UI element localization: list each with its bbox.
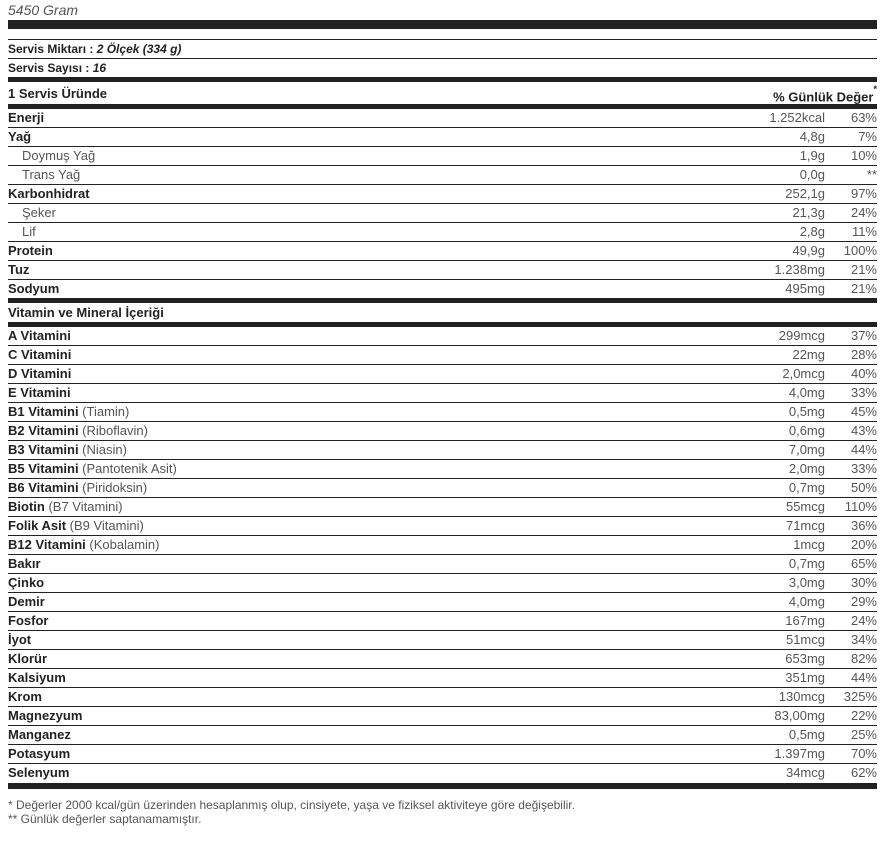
nutrient-name: Şeker	[22, 205, 56, 220]
footnote-undetermined: ** Günlük değerler saptanamamıştır.	[8, 812, 202, 826]
vitamin-row	[8, 479, 877, 498]
footnotes	[8, 798, 877, 826]
daily-value-percent: 28%	[850, 347, 877, 362]
nutrient-alt-name: (Piridoksin)	[78, 480, 148, 495]
nutrient-name: E Vitamini	[8, 385, 71, 400]
daily-value-percent: 45%	[850, 404, 877, 419]
daily-value-percent: 34%	[850, 632, 877, 647]
nutrient-name: Lif	[22, 224, 36, 239]
nutrient-row	[8, 242, 877, 261]
nutrient-alt-name: (B7 Vitamini)	[44, 499, 123, 514]
nutrient-amount: 51mcg	[785, 632, 825, 647]
nutrient-name: İyot	[8, 632, 32, 647]
vitamin-mineral-list	[8, 327, 877, 783]
daily-value-percent: **	[866, 167, 877, 182]
nutrient-name: Tuz	[8, 262, 30, 277]
nutrient-amount: 22mg	[792, 347, 825, 362]
nutrient-amount: 0,7mg	[788, 556, 825, 571]
daily-value-percent: 40%	[850, 366, 877, 381]
vitamin-row	[8, 422, 877, 441]
nutrient-amount: 4,0mg	[788, 594, 825, 609]
nutrient-name: B12 Vitamini (Kobalamin)	[8, 537, 160, 552]
nutrient-list	[8, 109, 877, 299]
vitamin-row	[8, 764, 877, 783]
daily-value-percent: 100%	[843, 243, 877, 258]
nutrient-name: D Vitamini	[8, 366, 72, 381]
servings-value: 16	[92, 61, 107, 75]
vitamin-row	[8, 593, 877, 612]
nutrient-name: Demir	[8, 594, 45, 609]
nutrient-name: Doymuş Yağ	[22, 148, 96, 163]
daily-value-percent: 20%	[850, 537, 877, 552]
daily-value-percent: 62%	[850, 765, 877, 780]
vitamin-row	[8, 403, 877, 422]
nutrient-row	[8, 109, 877, 128]
nutrient-amount: 4,8g	[799, 129, 825, 144]
nutrient-amount: 21,3g	[792, 205, 825, 220]
nutrient-amount: 0,5mg	[788, 727, 825, 742]
vitamin-row	[8, 460, 877, 479]
nutrient-alt-name: (Tiamin)	[78, 404, 130, 419]
nutrient-alt-name: (Niasin)	[78, 442, 127, 457]
nutrient-amount: 0,0g	[799, 167, 825, 182]
vitamin-row	[8, 612, 877, 631]
servings-per-container	[8, 59, 877, 77]
daily-value-heading: % Günlük Değer*	[773, 84, 877, 105]
divider-medium	[8, 77, 877, 82]
nutrition-facts-table	[8, 0, 877, 826]
daily-value-percent: 24%	[850, 205, 877, 220]
vitamin-row	[8, 650, 877, 669]
nutrient-name: Selenyum	[8, 765, 70, 780]
divider-thick	[8, 20, 877, 29]
nutrient-amount: 1.252kcal	[769, 110, 825, 125]
daily-value-percent: 21%	[850, 262, 877, 277]
nutrient-name: Enerji	[8, 110, 45, 125]
vitamin-row	[8, 574, 877, 593]
nutrient-amount: 55mcg	[785, 499, 825, 514]
daily-value-percent: 7%	[858, 129, 877, 144]
nutrient-row	[8, 204, 877, 223]
vitamin-row	[8, 745, 877, 764]
nutrient-amount: 83,00mg	[774, 708, 825, 723]
daily-value-percent: 50%	[850, 480, 877, 495]
vitamin-row	[8, 498, 877, 517]
nutrient-alt-name: (B9 Vitamini)	[66, 518, 144, 533]
serving-size	[8, 40, 877, 58]
daily-value-percent: 43%	[850, 423, 877, 438]
nutrient-name: B6 Vitamini (Piridoksin)	[8, 480, 148, 495]
nutrient-name: C Vitamini	[8, 347, 72, 362]
vitamin-row	[8, 517, 877, 536]
serving-size-value: 2 Ölçek (334 g)	[96, 42, 182, 56]
nutrient-row	[8, 261, 877, 280]
vitamin-row	[8, 441, 877, 460]
nutrient-name: Magnezyum	[8, 708, 83, 723]
nutrient-name: A Vitamini	[8, 328, 71, 343]
nutrient-amount: 4,0mg	[788, 385, 825, 400]
nutrient-name: Potasyum	[8, 746, 71, 761]
nutrient-amount: 7,0mg	[788, 442, 825, 457]
daily-value-percent: 22%	[850, 708, 877, 723]
nutrient-name: Çinko	[8, 575, 45, 590]
nutrient-amount: 1.238mg	[774, 262, 825, 277]
vitamin-row	[8, 346, 877, 365]
vitamin-row	[8, 707, 877, 726]
vitamin-row	[8, 555, 877, 574]
daily-value-percent: 70%	[850, 746, 877, 761]
vitamin-row	[8, 536, 877, 555]
nutrient-amount: 3,0mg	[788, 575, 825, 590]
daily-value-percent: 325%	[843, 689, 877, 704]
table-header	[8, 84, 877, 105]
nutrient-amount: 2,8g	[799, 224, 825, 239]
nutrient-amount: 653mg	[785, 651, 825, 666]
nutrient-alt-name: (Riboflavin)	[78, 423, 148, 438]
vitamin-row	[8, 688, 877, 707]
nutrient-row	[8, 128, 877, 147]
vitamin-row	[8, 384, 877, 403]
nutrient-amount: 34mcg	[785, 765, 825, 780]
nutrient-row	[8, 280, 877, 299]
nutrient-amount: 299mcg	[778, 328, 825, 343]
nutrient-name: Krom	[8, 689, 42, 704]
vitamin-row	[8, 726, 877, 745]
nutrient-name: Protein	[8, 243, 53, 258]
nutrient-name: B3 Vitamini (Niasin)	[8, 442, 127, 457]
daily-value-percent: 36%	[850, 518, 877, 533]
nutrient-amount: 49,9g	[792, 243, 825, 258]
nutrient-amount: 2,0mcg	[782, 366, 825, 381]
daily-value-percent: 44%	[850, 442, 877, 457]
nutrient-amount: 495mg	[785, 281, 825, 296]
nutrient-amount: 1mcg	[793, 537, 825, 552]
nutrient-name: Sodyum	[8, 281, 60, 296]
per-serving-heading: 1 Servis Üründe	[8, 86, 107, 101]
nutrient-name: Kalsiyum	[8, 670, 66, 685]
daily-value-percent: 11%	[851, 224, 877, 239]
nutrient-name: Bakır	[8, 556, 41, 571]
nutrient-name: B5 Vitamini (Pantotenik Asit)	[8, 461, 177, 476]
daily-value-percent: 21%	[850, 281, 877, 296]
serving-size-label: Servis Miktarı :	[8, 42, 97, 56]
nutrient-name: Klorür	[8, 651, 47, 666]
nutrient-row	[8, 185, 877, 204]
nutrient-amount: 1.397mg	[774, 746, 825, 761]
vitamin-section-title: Vitamin ve Mineral İçeriği	[8, 305, 164, 320]
daily-value-percent: 33%	[850, 385, 877, 400]
nutrient-amount: 351mg	[785, 670, 825, 685]
product-weight: 5450 Gram	[8, 2, 79, 18]
nutrient-name: Folik Asit (B9 Vitamini)	[8, 518, 144, 533]
nutrient-name: Biotin (B7 Vitamini)	[8, 499, 123, 514]
nutrient-row	[8, 223, 877, 242]
nutrient-amount: 167mg	[785, 613, 825, 628]
vitamin-row	[8, 669, 877, 688]
daily-value-percent: 29%	[850, 594, 877, 609]
nutrient-name: Yağ	[8, 129, 32, 144]
nutrient-alt-name: (Kobalamin)	[85, 537, 160, 552]
nutrient-amount: 0,5mg	[788, 404, 825, 419]
servings-label: Servis Sayısı :	[8, 61, 93, 75]
nutrient-name: Fosfor	[8, 613, 49, 628]
nutrient-amount: 71mcg	[785, 518, 825, 533]
vitamin-row	[8, 631, 877, 650]
daily-value-percent: 33%	[850, 461, 877, 476]
nutrient-row	[8, 147, 877, 166]
daily-value-percent: 65%	[850, 556, 877, 571]
daily-value-percent: 25%	[850, 727, 877, 742]
nutrient-amount: 0,6mg	[788, 423, 825, 438]
daily-value-footnote-mark: *	[873, 84, 877, 94]
daily-value-percent: 82%	[850, 651, 877, 666]
nutrient-amount: 0,7mg	[788, 480, 825, 495]
nutrient-name: B2 Vitamini (Riboflavin)	[8, 423, 148, 438]
daily-value-percent: 63%	[850, 110, 877, 125]
nutrient-name: Manganez	[8, 727, 71, 742]
nutrient-name: Trans Yağ	[22, 167, 81, 182]
nutrient-name: B1 Vitamini (Tiamin)	[8, 404, 130, 419]
daily-value-percent: 10%	[850, 148, 877, 163]
nutrient-alt-name: (Pantotenik Asit)	[78, 461, 177, 476]
vitamin-row	[8, 365, 877, 384]
daily-value-percent: 97%	[850, 186, 877, 201]
nutrient-amount: 1,9g	[799, 148, 825, 163]
vitamin-row	[8, 327, 877, 346]
nutrient-name: Karbonhidrat	[8, 186, 90, 201]
daily-value-percent: 110%	[844, 499, 877, 514]
nutrient-amount: 130mcg	[778, 689, 825, 704]
nutrient-row	[8, 166, 877, 185]
nutrient-amount: 2,0mg	[788, 461, 825, 476]
daily-value-percent: 44%	[850, 670, 877, 685]
footnote-daily-values: * Değerler 2000 kcal/gün üzerinden hesaplanmış olup, cinsiyete, yaşa ve fiziksel aktiviteye göre değişebilir.	[8, 798, 575, 812]
nutrient-amount: 252,1g	[785, 186, 825, 201]
divider-thick	[8, 783, 877, 789]
daily-value-percent: 30%	[850, 575, 877, 590]
daily-value-percent: 24%	[850, 613, 877, 628]
daily-value-percent: 37%	[850, 328, 877, 343]
